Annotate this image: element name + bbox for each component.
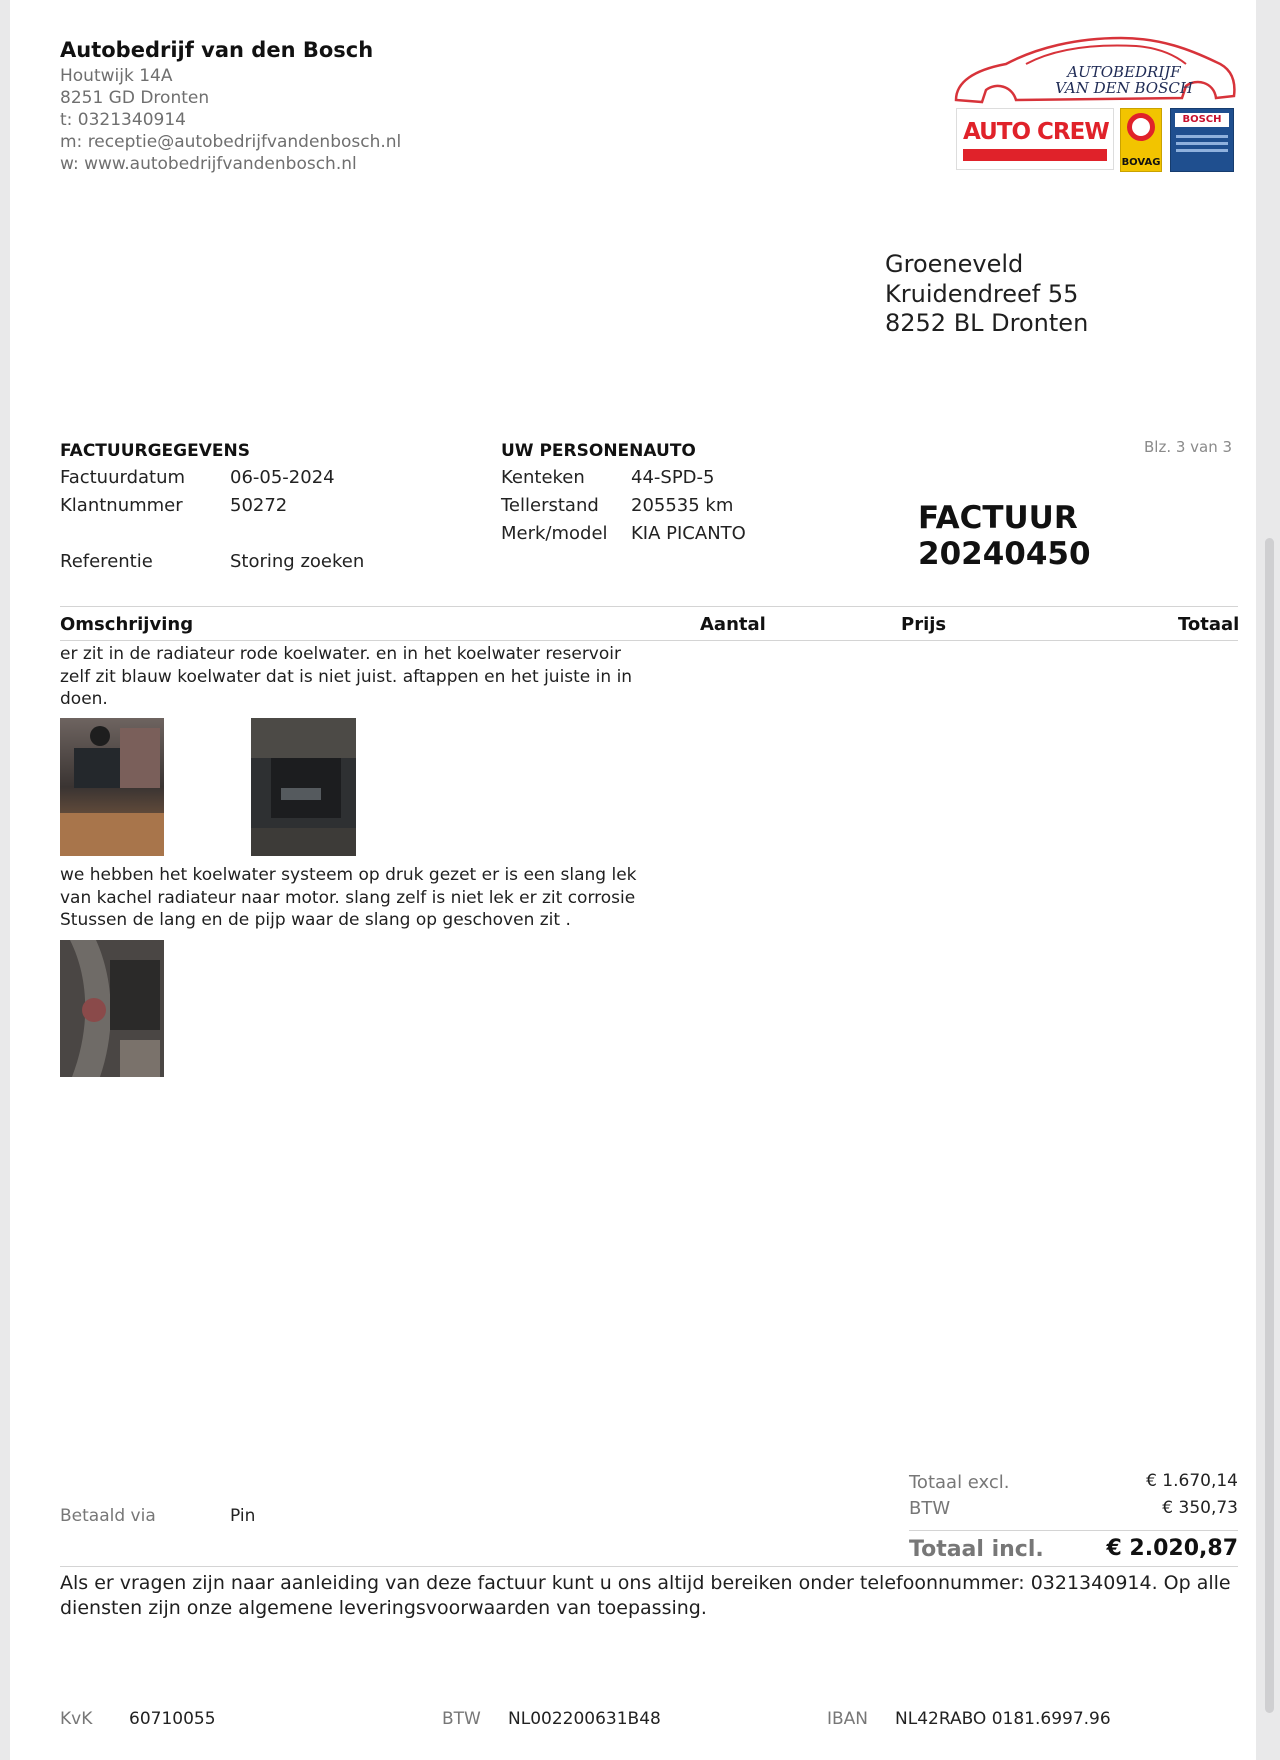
company-name: Autobedrijf van den Bosch — [60, 38, 374, 62]
bovag-badge: BOVAG — [1120, 108, 1162, 172]
vat-value: € 350,73 — [1162, 1498, 1238, 1518]
page-indicator: Blz. 3 van 3 — [1144, 438, 1233, 456]
bosch-badge: BOSCH — [1170, 108, 1234, 172]
company-city: 8251 GD Dronten — [60, 88, 210, 108]
customer-number-label: Klantnummer — [60, 495, 183, 516]
totals-divider — [909, 1530, 1238, 1531]
iban-label: IBAN — [827, 1709, 869, 1729]
autocrew-badge: AUTO CREW — [956, 108, 1114, 170]
plate-value: 44-SPD-5 — [631, 467, 715, 488]
invoice-details-heading: FACTUURGEGEVENS — [60, 441, 250, 461]
payment-label: Betaald via — [60, 1506, 156, 1526]
company-street: Houtwijk 14A — [60, 66, 173, 86]
table-header-divider — [60, 640, 1238, 641]
reference-value: Storing zoeken — [230, 551, 365, 572]
odometer-label: Tellerstand — [501, 495, 599, 516]
scrollbar[interactable] — [1265, 538, 1274, 1713]
reference-label: Referentie — [60, 551, 153, 572]
recipient-city: 8252 BL Dronten — [885, 309, 1089, 337]
total-incl-value: € 2.020,87 — [1106, 1536, 1238, 1561]
kvk-value: 60710055 — [129, 1709, 216, 1729]
payment-value: Pin — [230, 1506, 256, 1526]
total-incl-label: Totaal incl. — [909, 1537, 1044, 1562]
notice-divider — [60, 1566, 1238, 1567]
btw-value: NL002200631B48 — [508, 1709, 661, 1729]
company-email[interactable]: m: receptie@autobedrijfvandenbosch.nl — [60, 132, 402, 152]
odometer-value: 205535 km — [631, 495, 734, 516]
plate-label: Kenteken — [501, 467, 585, 488]
model-value: KIA PICANTO — [631, 523, 746, 544]
recipient-name: Groeneveld — [885, 250, 1024, 278]
invoice-page — [10, 0, 1256, 1760]
engine-photo-2 — [251, 718, 356, 856]
total-excl-value: € 1.670,14 — [1146, 1471, 1238, 1491]
company-logo — [946, 30, 1238, 175]
invoice-date-value: 06-05-2024 — [230, 467, 335, 488]
recipient-street: Kruidendreef 55 — [885, 280, 1079, 308]
col-quantity: Aantal — [700, 614, 766, 635]
engine-photo-3 — [60, 940, 164, 1077]
model-label: Merk/model — [501, 523, 608, 544]
engine-photo-1 — [60, 718, 164, 856]
kvk-label: KvK — [60, 1709, 93, 1729]
col-total: Totaal — [1178, 614, 1240, 635]
col-description: Omschrijving — [60, 614, 194, 635]
vehicle-heading: UW PERSONENAUTO — [501, 441, 696, 461]
description-block-1: er zit in de radiateur rode koelwater. en in het koelwater reservoir zelf zit blauw koelwater dat is niet juist. aftappen en het juiste in in doen. — [60, 644, 633, 709]
company-phone: t: 0321340914 — [60, 110, 186, 130]
customer-number-value: 50272 — [230, 495, 288, 516]
invoice-date-label: Factuurdatum — [60, 467, 186, 488]
iban-value: NL42RABO 0181.6997.96 — [895, 1709, 1111, 1729]
total-excl-label: Totaal excl. — [909, 1472, 1010, 1493]
notice-text: Als er vragen zijn naar aanleiding van deze factuur kunt u ons altijd bereiken onder telefoonnummer: 0321340914. Op alle diensten zijn onze algemene leveringsvoorwaarden van toepassing. — [60, 1572, 1231, 1619]
vat-label: BTW — [909, 1498, 951, 1519]
description-block-2: we hebben het koelwater systeem op druk gezet er is een slang lek van kachel radiateur naar motor. slang zelf is niet lek er zit corrosie Stussen de lang en de pijp waar de slang op geschoven zit . — [60, 865, 637, 930]
col-price: Prijs — [901, 614, 947, 635]
invoice-title: FACTUUR 20240450 — [918, 500, 1091, 572]
btw-label: BTW — [442, 1709, 481, 1729]
company-website[interactable]: w: www.autobedrijfvandenbosch.nl — [60, 154, 357, 174]
table-top-divider — [60, 606, 1238, 607]
logo-text: AUTOBEDRIJF VAN DEN BOSCH — [1055, 63, 1193, 97]
